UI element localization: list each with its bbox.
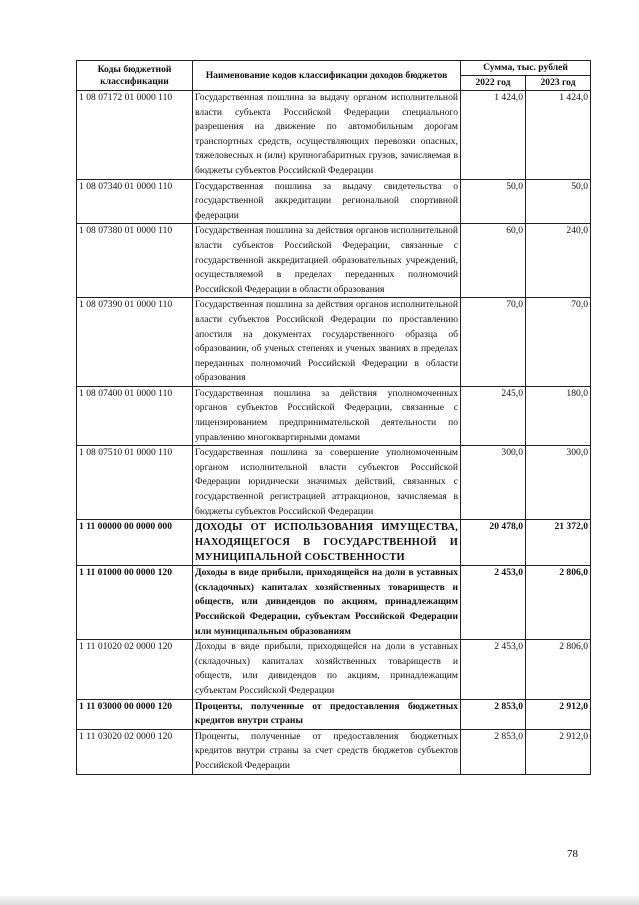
- table-row: [77, 386, 591, 445]
- header-year-2022: 2022 год: [461, 76, 526, 91]
- row-value-2023: 180,0: [526, 386, 591, 445]
- table-header-row: [77, 61, 591, 76]
- scan-bottom-edge: [0, 896, 639, 905]
- row-code: 1 11 01020 02 0000 120: [77, 640, 193, 699]
- row-name: Доходы в виде прибыли, приходящейся на доли в уставных (складочных) капиталах хозяйственных товариществ и обществ, или дивидендов по акциям, принадлежащим субъектам Российской Федерации: [193, 640, 461, 699]
- row-code: 1 08 07400 01 0000 110: [77, 386, 193, 445]
- row-value-2022: 245,0: [461, 386, 526, 445]
- row-value-2022: 300,0: [461, 446, 526, 520]
- table-row: [77, 224, 591, 298]
- row-code: 1 11 03020 02 0000 120: [77, 729, 193, 774]
- table-row: [77, 640, 591, 699]
- row-value-2022: 1 424,0: [461, 91, 526, 180]
- row-name: ДОХОДЫ ОТ ИСПОЛЬЗОВАНИЯ ИМУЩЕСТВА, НАХОДЯЩЕГОСЯ В ГОСУДАРСТВЕННОЙ И МУНИЦИПАЛЬНОЙ СОБСТВЕННОСТИ: [193, 520, 461, 566]
- row-value-2022: 50,0: [461, 179, 526, 224]
- row-value-2022: 2 853,0: [461, 729, 526, 774]
- row-value-2023: 2 912,0: [526, 729, 591, 774]
- row-code: 1 11 00000 00 0000 000: [77, 520, 193, 566]
- row-name: Проценты, полученные от предоставления бюджетных кредитов внутри страны: [193, 699, 461, 729]
- row-code: 1 08 07510 01 0000 110: [77, 446, 193, 520]
- budget-revenue-table: [76, 60, 591, 775]
- row-value-2022: 2 853,0: [461, 699, 526, 729]
- row-name: Государственная пошлина за совершение уполномоченным органом исполнительной власти субъектов Российской Федерации юридически значимых действий, связанных с государственной регистрацией аттракционов, зачисляемая в бюджеты субъектов Российской Федерации: [193, 446, 461, 520]
- row-code: 1 08 07340 01 0000 110: [77, 179, 193, 224]
- row-name: Государственная пошлина за действия органов исполнительной власти субъектов Российской Федерации по проставлению апостиля на документах государственного образца об образовании, об ученых степенях и ученых званиях в пределах переданных полномочий Российской Федерации в области образования: [193, 298, 461, 387]
- row-code: 1 08 07380 01 0000 110: [77, 224, 193, 298]
- row-value-2023: 21 372,0: [526, 520, 591, 566]
- row-code: 1 11 03000 00 0000 120: [77, 699, 193, 729]
- page-number: 78: [567, 848, 578, 860]
- row-value-2022: 2 453,0: [461, 640, 526, 699]
- row-code: 1 08 07172 01 0000 110: [77, 91, 193, 180]
- row-value-2023: 50,0: [526, 179, 591, 224]
- table-row-subtotal: [77, 699, 591, 729]
- row-value-2023: 2 806,0: [526, 566, 591, 640]
- row-value-2022: 20 478,0: [461, 520, 526, 566]
- row-name: Государственная пошлина за действия уполномоченных органов субъектов Российской Федерации, связанные с лицензированием предпринимательской деятельности по управлению многоквартирными домами: [193, 386, 461, 445]
- header-name: Наименование кодов классификации доходов бюджетов: [193, 61, 461, 91]
- row-value-2023: 300,0: [526, 446, 591, 520]
- row-value-2022: 70,0: [461, 298, 526, 387]
- table-row: [77, 729, 591, 774]
- row-value-2023: 2 806,0: [526, 640, 591, 699]
- header-year-2023: 2023 год: [526, 76, 591, 91]
- header-code: Коды бюджетной классификации: [77, 61, 193, 91]
- row-code: 1 08 07390 01 0000 110: [77, 298, 193, 387]
- row-name: Доходы в виде прибыли, приходящейся на доли в уставных (складочных) капиталах хозяйственных товариществ и обществ, или дивидендов по акциям, принадлежащим Российской Федерации, субъектам Российской Федерации или муниципальным образованиям: [193, 566, 461, 640]
- row-value-2023: 240,0: [526, 224, 591, 298]
- row-value-2022: 2 453,0: [461, 566, 526, 640]
- table-row: [77, 91, 591, 180]
- row-value-2022: 60,0: [461, 224, 526, 298]
- table-row-subtotal: [77, 566, 591, 640]
- table-row: [77, 446, 591, 520]
- table-row: [77, 298, 591, 387]
- row-value-2023: 1 424,0: [526, 91, 591, 180]
- table-row: [77, 179, 591, 224]
- header-sum: Сумма, тыс. рублей: [461, 61, 591, 76]
- table-row-section-total: [77, 520, 591, 566]
- row-name: Государственная пошлина за действия органов исполнительной власти субъектов Российской Федерации, связанные с государственной аккредитацией образовательных учреждений, осуществляемой в пределах переданных полномочий Российской Федерации в области образования: [193, 224, 461, 298]
- row-name: Проценты, полученные от предоставления бюджетных кредитов внутри страны за счет средств бюджетов субъектов Российской Федерации: [193, 729, 461, 774]
- row-value-2023: 70,0: [526, 298, 591, 387]
- row-value-2023: 2 912,0: [526, 699, 591, 729]
- row-name: Государственная пошлина за выдачу органом исполнительной власти субъекта Российской Федерации специального разрешения на движение по автомобильным дорогам транспортных средств, осуществляющих перевозки опасных, тяжеловесных и (или) крупногабаритных грузов, зачисляемая в бюджеты субъектов Российской Федерации: [193, 91, 461, 180]
- row-name: Государственная пошлина за выдачу свидетельства о государственной аккредитации региональной спортивной федерации: [193, 179, 461, 224]
- row-code: 1 11 01000 00 0000 120: [77, 566, 193, 640]
